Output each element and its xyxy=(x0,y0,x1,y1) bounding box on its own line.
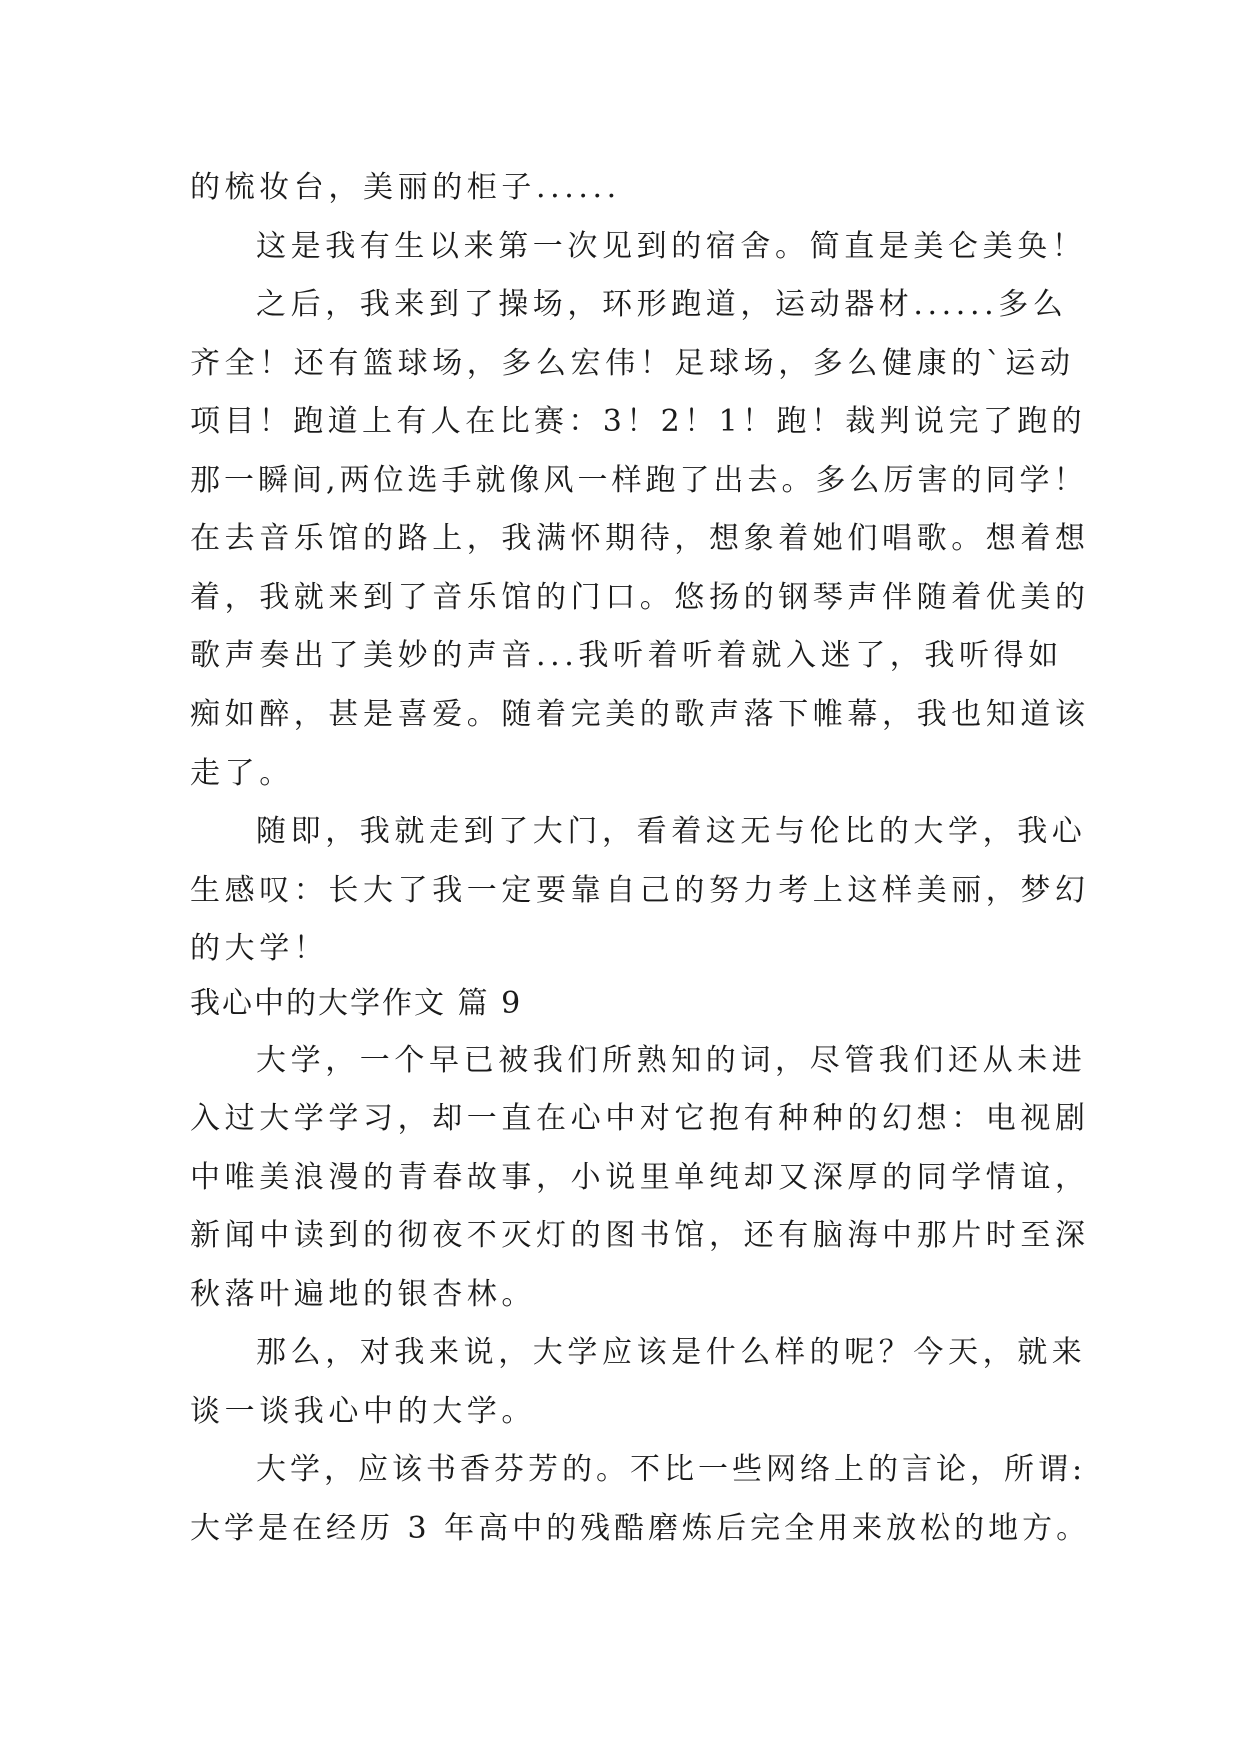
paragraph-start: 那么，对我来说，大学应该是什么样的呢？今天，就来 xyxy=(256,1335,1087,1370)
paragraph-start: 这是我有生以来第一次见到的宿舍。简直是美仑美奂！ xyxy=(256,229,1087,264)
text-line: 歌声奏出了美妙的声音...我听着听着就入迷了，我听得如 xyxy=(190,638,1063,673)
paragraph-start: 大学，应该书香芬芳的。不比一些网络上的言论，所谓: xyxy=(256,1452,1087,1487)
text-line: 那一瞬间,两位选手就像风一样跑了出去。多么厉害的同学！ xyxy=(190,463,1088,498)
text-line: 齐全！还有篮球场，多么宏伟！足球场，多么健康的`运动 xyxy=(190,346,1075,381)
section-heading: 我心中的大学作文 篇 9 xyxy=(190,986,523,1021)
text-line: 新闻中读到的彻夜不灭灯的图书馆，还有脑海中那片时至深 xyxy=(190,1218,1090,1253)
text-line: 项目！跑道上有人在比赛：3！2！1！跑！裁判说完了跑的 xyxy=(190,404,1087,439)
text-line: 痴如醉，甚是喜爱。随着完美的歌声落下帷幕，我也知道该 xyxy=(190,697,1090,732)
text-line: 的梳妆台，美丽的柜子...... xyxy=(190,170,621,205)
text-line: 着，我就来到了音乐馆的门口。悠扬的钢琴声伴随着优美的 xyxy=(190,580,1090,615)
text-line: 生感叹：长大了我一定要靠自己的努力考上这样美丽，梦幻 xyxy=(190,873,1090,908)
text-line: 中唯美浪漫的青春故事，小说里单纯却又深厚的同学情谊， xyxy=(190,1160,1090,1195)
text-line: 谈一谈我心中的大学。 xyxy=(190,1394,536,1429)
paragraph-start: 之后，我来到了操场，环形跑道，运动器材......多么 xyxy=(256,287,1068,322)
text-line: 走了。 xyxy=(190,756,294,791)
text-line: 入过大学学习，却一直在心中对它抱有种种的幻想：电视剧 xyxy=(190,1101,1090,1136)
text-line: 秋落叶遍地的银杏林。 xyxy=(190,1277,536,1312)
paragraph-start: 随即，我就走到了大门，看着这无与伦比的大学，我心 xyxy=(256,814,1087,849)
text-line: 在去音乐馆的路上，我满怀期待，想象着她们唱歌。想着想 xyxy=(190,521,1090,556)
paragraph-start: 大学，一个早已被我们所熟知的词，尽管我们还从未进 xyxy=(256,1043,1087,1078)
text-line: 的大学！ xyxy=(190,931,329,966)
text-line: 大学是在经历 3 年高中的残酷磨炼后完全用来放松的地方。 xyxy=(190,1511,1091,1546)
